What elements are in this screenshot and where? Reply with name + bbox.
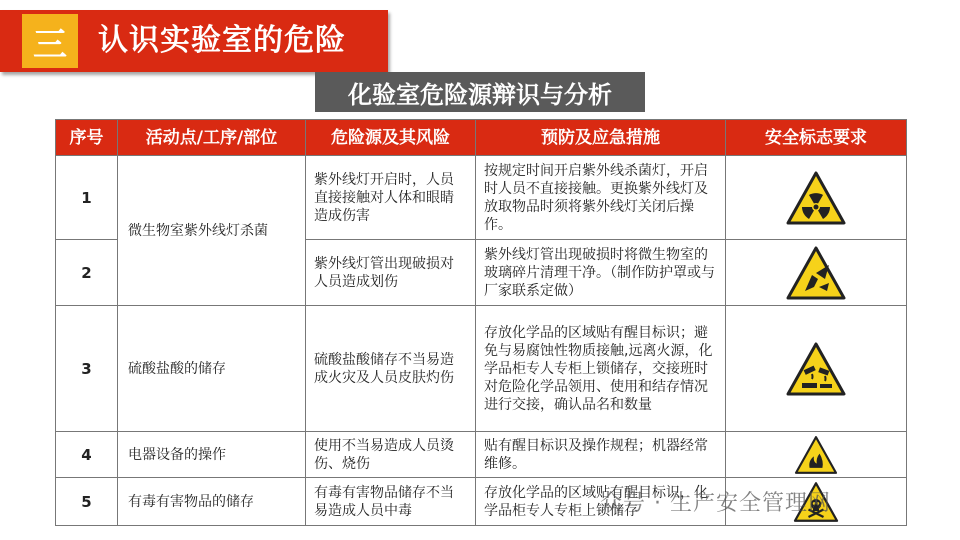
row-prevention: 贴有醒目标识及操作规程；机器经常维修。 — [476, 432, 726, 478]
row-number: 1 — [56, 156, 118, 240]
row-number: 5 — [56, 478, 118, 526]
row-number: 2 — [56, 240, 118, 306]
column-header-number: 序号 — [56, 120, 118, 156]
watermark: 众号 · 生产安全管理网 — [600, 491, 831, 516]
row-risk: 紫外线灯管出现破损对人员造成划伤 — [306, 240, 476, 306]
section-title: 认识实验室的危险 — [98, 23, 346, 58]
row-activity: 有毒有害物品的储存 — [118, 478, 306, 526]
row-activity: 微生物室紫外线灯杀菌 — [118, 156, 306, 306]
section-header — [0, 10, 388, 72]
column-header-activity: 活动点/工序/部位 — [118, 120, 306, 156]
row-prevention: 按规定时间开启紫外线杀菌灯，开启时人员不直接接触。更换紫外线灯及放取物品时须将紫外线灯关闭后操作。 — [476, 156, 726, 240]
row-sign — [726, 432, 907, 478]
row-sign — [726, 306, 907, 432]
row-activity: 硫酸盐酸的储存 — [118, 306, 306, 432]
row-risk: 硫酸盐酸储存不当易造成火灾及人员皮肤灼伤 — [306, 306, 476, 432]
table-title: 化验室危险源辩识与分析 — [315, 72, 645, 112]
table-header-row — [56, 120, 907, 156]
row-risk: 有毒有害物品储存不当易造成人员中毒 — [306, 478, 476, 526]
column-header-risk: 危险源及其风险 — [306, 120, 476, 156]
column-header-prevention: 预防及应急措施 — [476, 120, 726, 156]
cut-hazard-icon — [785, 245, 847, 301]
row-prevention: 存放化学品的区域贴有醒目标识；避免与易腐蚀性物质接触,远离火源，化学品柜专人专柜上锁储存，交接班时对危险化学品领用、使用和结存情况进行交接，确认品名和数量 — [476, 306, 726, 432]
corrosive-warning-icon — [785, 341, 847, 397]
row-prevention: 紫外线灯管出现破损时将微生物室的玻璃碎片清理干净。（制作防护罩或与厂家联系定做） — [476, 240, 726, 306]
row-risk: 紫外线灯开启时，人员直接接触对人体和眼睛造成伤害 — [306, 156, 476, 240]
table-row — [56, 156, 907, 240]
section-number-badge: 三 — [22, 14, 78, 68]
column-header-sign: 安全标志要求 — [726, 120, 907, 156]
burn-hazard-icon — [793, 435, 839, 475]
row-activity: 电器设备的操作 — [118, 432, 306, 478]
table-row — [56, 306, 907, 432]
row-sign — [726, 240, 907, 306]
row-sign — [726, 156, 907, 240]
row-number: 3 — [56, 306, 118, 432]
table-row — [56, 432, 907, 478]
row-risk: 使用不当易造成人员烫伤、烧伤 — [306, 432, 476, 478]
row-number: 4 — [56, 432, 118, 478]
row-prevention: 存放化学品的区域贴有醒目标识，化学品柜专人专柜上锁储存 — [476, 478, 726, 526]
radiation-warning-icon — [785, 170, 847, 226]
hazard-table — [55, 119, 907, 526]
